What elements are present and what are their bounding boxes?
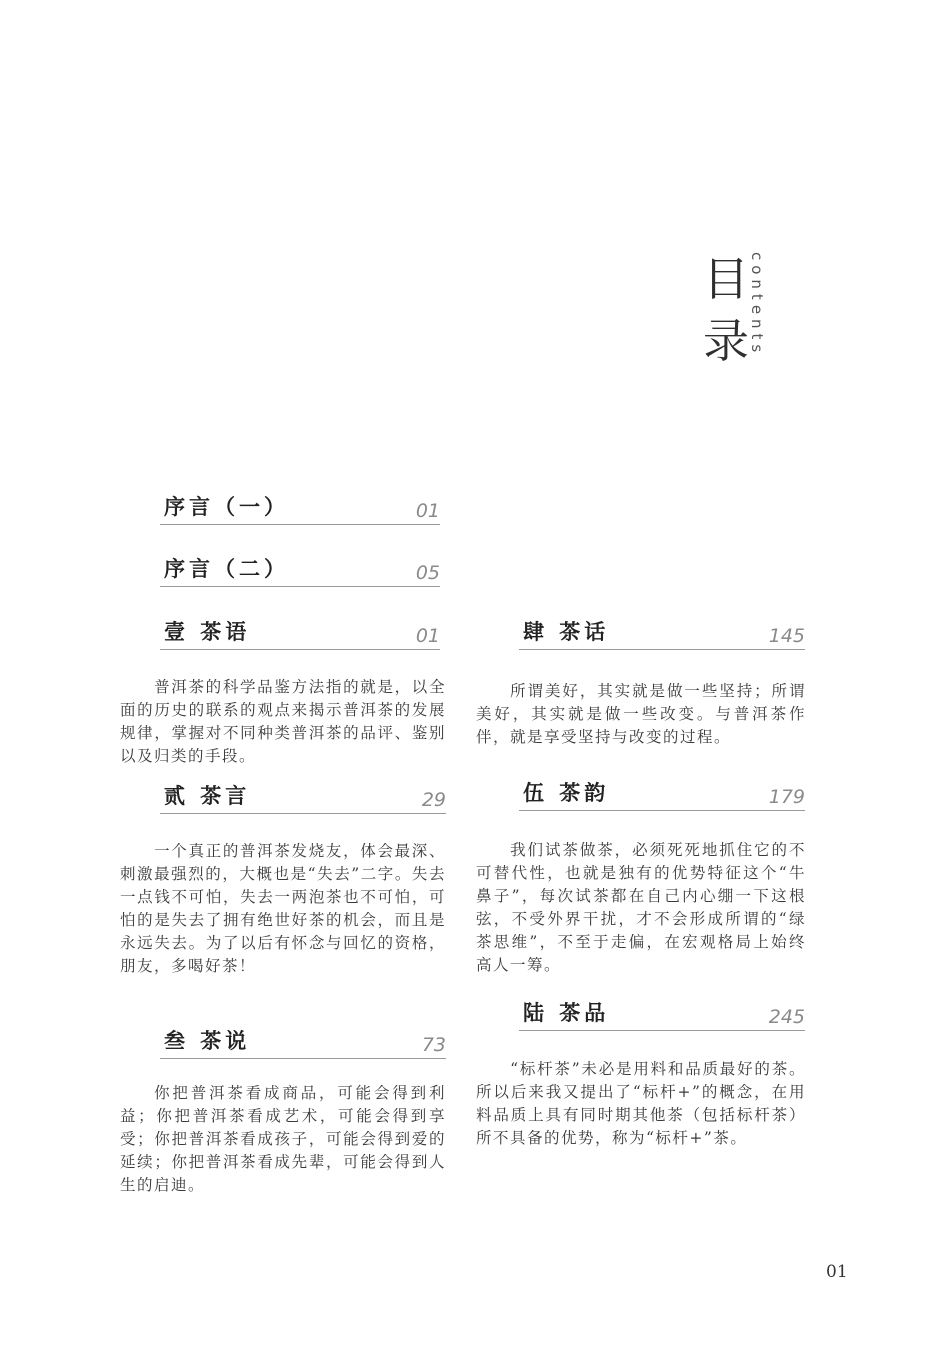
toc-title-char-2: 录 [703, 314, 749, 368]
chapter-3-summary: 你把普洱茶看成商品，可能会得到利益；你把普洱茶看成艺术，可能会得到享受；你把普洱茶看成孩子，可能会得到爱的延续；你把普洱茶看成先辈，可能会得到人生的启迪。 [120, 1084, 446, 1194]
entry-label: 壹 茶语 [164, 619, 251, 644]
toc-entry-chapter-6[interactable] [519, 1000, 805, 1031]
entry-label: 序言（一） [164, 494, 289, 519]
toc-title [696, 248, 756, 372]
entry-label: 伍 茶韵 [523, 780, 610, 805]
entry-page: 73 [421, 1034, 446, 1056]
entry-page: 29 [421, 789, 446, 811]
chapter-1-summary: 普洱茶的科学品鉴方法指的就是，以全面的历史的联系的观点来揭示普洱茶的发展规律，掌握对不同种类普洱茶的品评、鉴别以及归类的手段。 [120, 678, 446, 765]
chapter-6-summary: “标杆茶”未必是用料和品质最好的茶。所以后来我又提出了“标杆+”的概念，在用料品质上具有同时期其他茶（包括标杆茶）所不具备的优势，称为“标杆+”茶。 [476, 1060, 806, 1147]
entry-page: 179 [768, 786, 805, 808]
chapter-4-summary: 所谓美好，其实就是做一些坚持；所谓美好，其实就是做一些改变。与普洱茶作伴，就是享受坚持与改变的过程。 [476, 682, 806, 746]
toc-entry-chapter-1[interactable] [160, 619, 440, 650]
toc-entry-chapter-2[interactable] [160, 783, 446, 814]
toc-title-char-1: 目 [703, 252, 749, 306]
chapter-2-summary: 一个真正的普洱茶发烧友，体会最深、刺激最强烈的，大概也是“失去”二字。失去一点钱不可怕，失去一两泡茶也不可怕，可怕的是失去了拥有绝世好茶的机会，而且是永远失去。为了以后有怀念与回忆的资格，朋友，多喝好茶！ [120, 842, 446, 975]
entry-label: 序言（二） [164, 556, 289, 581]
entry-page: 01 [415, 625, 440, 647]
entry-label: 陆 茶品 [523, 1000, 610, 1025]
entry-label: 贰 茶言 [164, 783, 251, 808]
chapter-5-summary: 我们试茶做茶，必须死死地抓住它的不可替代性，也就是独有的优势特征这个“牛鼻子”，每次试茶都在自己内心绷一下这根弦，不受外界干扰，才不会形成所谓的“绿茶思维”，不至于走偏，在宏观格局上始终高人一筹。 [476, 841, 806, 974]
entry-page: 01 [415, 500, 440, 522]
toc-entry-chapter-5[interactable] [519, 780, 805, 811]
entry-page: 05 [415, 562, 440, 584]
entry-label: 叁 茶说 [164, 1028, 251, 1053]
toc-entry-preface-2[interactable] [160, 556, 440, 587]
entry-page: 245 [768, 1006, 805, 1028]
toc-entry-chapter-3[interactable] [160, 1028, 446, 1059]
toc-entry-preface-1[interactable] [160, 494, 440, 525]
toc-entry-chapter-4[interactable] [519, 619, 805, 650]
page-number: 01 [826, 1262, 848, 1282]
entry-label: 肆 茶话 [523, 619, 610, 644]
toc-title-english: contents [748, 252, 766, 358]
entry-page: 145 [768, 625, 805, 647]
